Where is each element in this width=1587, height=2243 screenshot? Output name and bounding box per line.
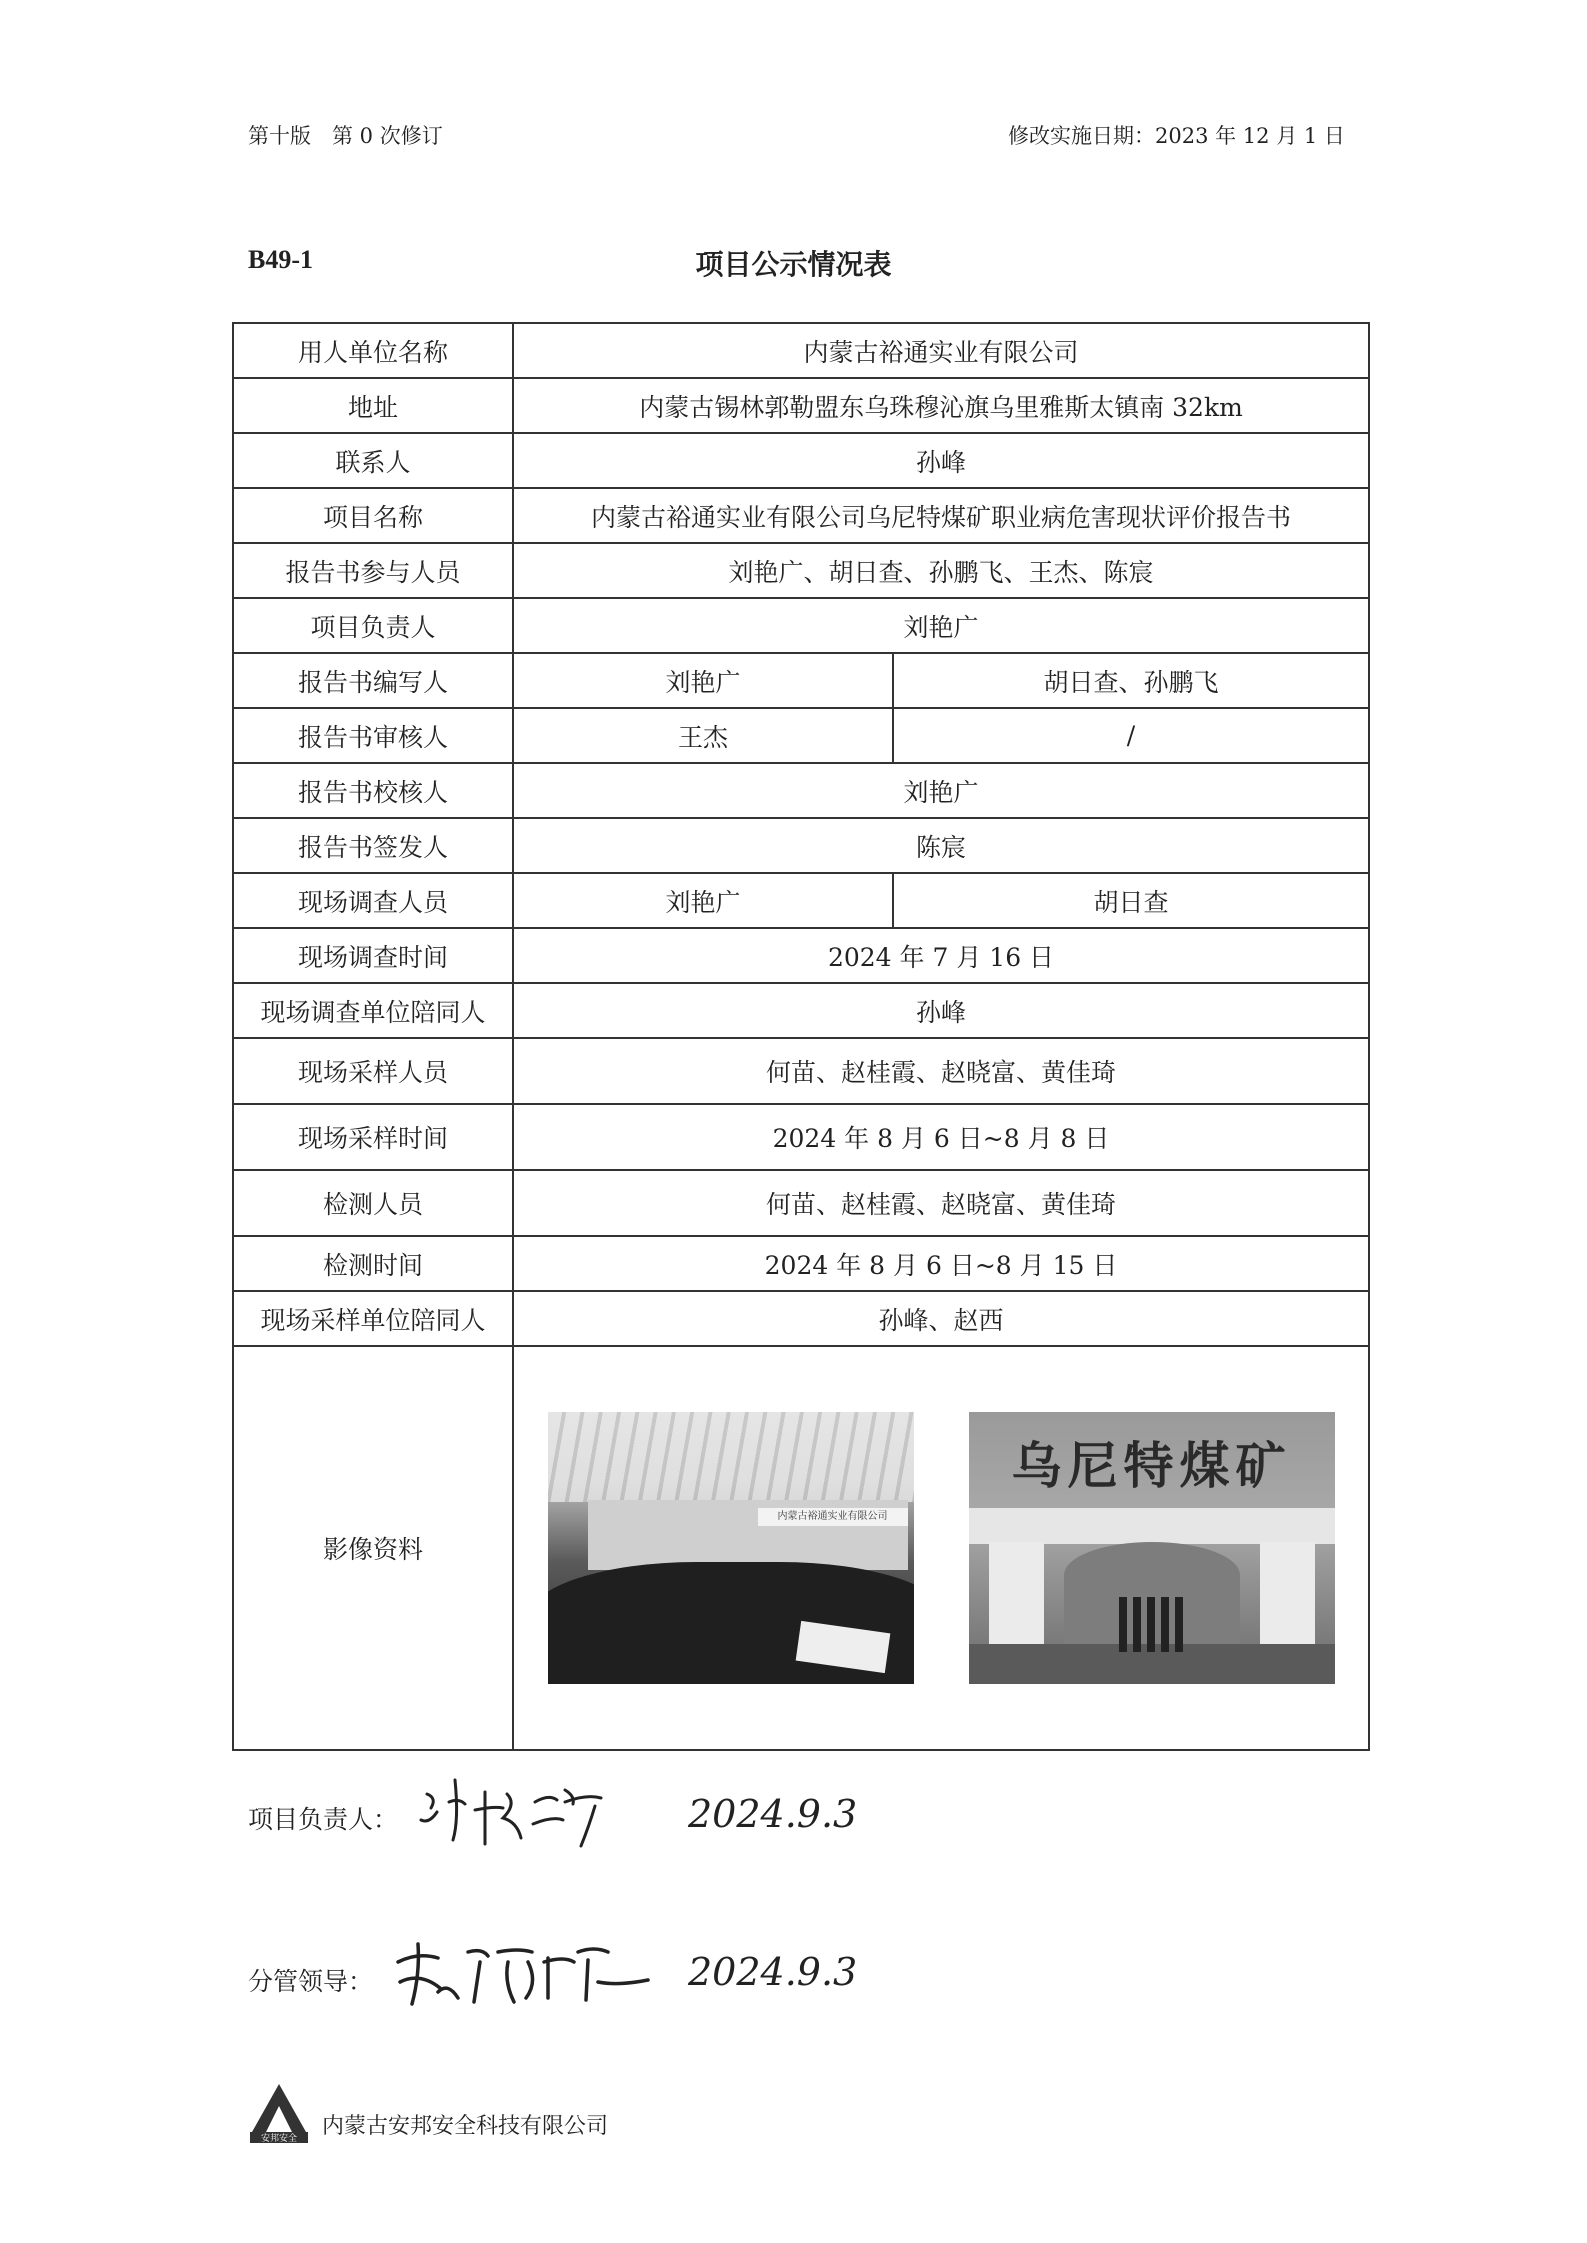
images-cell: [513, 1346, 1369, 1750]
table-row: [233, 543, 1369, 598]
project-value: 内蒙古裕通实业有限公司乌尼特煤矿职业病危害现状评价报告书: [513, 488, 1369, 543]
meeting-room-photo: [548, 1412, 914, 1684]
employer-value: 内蒙古裕通实业有限公司: [513, 323, 1369, 378]
table-row: [233, 708, 1369, 763]
issuer-label: 报告书签发人: [233, 818, 513, 873]
manager-signature: [388, 1922, 658, 2022]
proofreader-label: 报告书校核人: [233, 763, 513, 818]
table-row: [233, 983, 1369, 1038]
sampling-time-label: 现场采样时间: [233, 1104, 513, 1170]
survey-staff-value-b: 胡日查: [893, 873, 1369, 928]
participants-label: 报告书参与人员: [233, 543, 513, 598]
sampling-time-value: 2024 年 8 月 6 日~8 月 8 日: [513, 1104, 1369, 1170]
manager-sign-label: 分管领导：: [248, 1967, 374, 1996]
company-logo: [248, 2082, 310, 2144]
testing-time-value: 2024 年 8 月 6 日~8 月 15 日: [513, 1236, 1369, 1291]
table-row: [233, 433, 1369, 488]
table-row: [233, 1291, 1369, 1346]
writers-value-a: 刘艳广: [513, 653, 893, 708]
images-label: 影像资料: [233, 1346, 513, 1750]
testing-time-label: 检测时间: [233, 1236, 513, 1291]
testing-staff-label: 检测人员: [233, 1170, 513, 1236]
edition-info: 第十版 第 0 次修订: [248, 124, 443, 148]
gate-sign-text: 乌尼特煤矿: [1011, 1436, 1292, 1495]
table-row: [233, 378, 1369, 433]
table-row: [233, 1038, 1369, 1104]
survey-escort-label: 现场调查单位陪同人: [233, 983, 513, 1038]
employer-label: 用人单位名称: [233, 323, 513, 378]
address-value: 内蒙古锡林郭勒盟东乌珠穆沁旗乌里雅斯太镇南 32km: [513, 378, 1369, 433]
writers-label: 报告书编写人: [233, 653, 513, 708]
footer: [248, 2082, 608, 2144]
sampling-escort-value: 孙峰、赵西: [513, 1291, 1369, 1346]
survey-time-value: 2024 年 7 月 16 日: [513, 928, 1369, 983]
project-lead-value: 刘艳广: [513, 598, 1369, 653]
reviewers-label: 报告书审核人: [233, 708, 513, 763]
testing-staff-value: 何苗、赵桂霞、赵晓富、黄佳琦: [513, 1170, 1369, 1236]
project-lead-sign-date: 2024.9.3: [688, 1792, 858, 1836]
survey-staff-value-a: 刘艳广: [513, 873, 893, 928]
reviewers-value-a: 王杰: [513, 708, 893, 763]
survey-time-label: 现场调查时间: [233, 928, 513, 983]
form-title: 项目公示情况表: [695, 248, 892, 281]
table-row: [233, 653, 1369, 708]
table-row: [233, 1346, 1369, 1750]
sampling-escort-label: 现场采样单位陪同人: [233, 1291, 513, 1346]
project-lead-label: 项目负责人: [233, 598, 513, 653]
table-row: [233, 1236, 1369, 1291]
project-label: 项目名称: [233, 488, 513, 543]
sampling-staff-value: 何苗、赵桂霞、赵晓富、黄佳琦: [513, 1038, 1369, 1104]
company-name: 内蒙古安邦安全科技有限公司: [322, 2113, 609, 2139]
table-row: [233, 1170, 1369, 1236]
participants-value: 刘艳广、胡日查、孙鹏飞、王杰、陈宸: [513, 543, 1369, 598]
table-row: [233, 598, 1369, 653]
project-disclosure-table: [232, 322, 1370, 1751]
table-row: [233, 323, 1369, 378]
effective-date: 修改实施日期：2023 年 12 月 1 日: [1008, 124, 1345, 148]
sampling-staff-label: 现场采样人员: [233, 1038, 513, 1104]
table-row: [233, 1104, 1369, 1170]
project-lead-sign-label: 项目负责人：: [248, 1805, 399, 1834]
contact-value: 孙峰: [513, 433, 1369, 488]
survey-staff-label: 现场调查人员: [233, 873, 513, 928]
survey-escort-value: 孙峰: [513, 983, 1369, 1038]
writers-value-b: 胡日查、孙鹏飞: [893, 653, 1369, 708]
table-row: [233, 818, 1369, 873]
mine-gate-photo: [969, 1412, 1335, 1684]
contact-label: 联系人: [233, 433, 513, 488]
issuer-value: 陈宸: [513, 818, 1369, 873]
proofreader-value: 刘艳广: [513, 763, 1369, 818]
logo-text: 安邦安全: [260, 2134, 298, 2144]
table-row: [233, 928, 1369, 983]
manager-sign-date: 2024.9.3: [688, 1950, 858, 1994]
form-code: B49-1: [248, 245, 313, 274]
photo-banner-text: 内蒙古裕通实业有限公司: [758, 1508, 908, 1526]
table-row: [233, 873, 1369, 928]
address-label: 地址: [233, 378, 513, 433]
table-row: [233, 488, 1369, 543]
project-lead-signature: [415, 1772, 615, 1862]
table-row: [233, 763, 1369, 818]
reviewers-value-b: /: [893, 708, 1369, 763]
